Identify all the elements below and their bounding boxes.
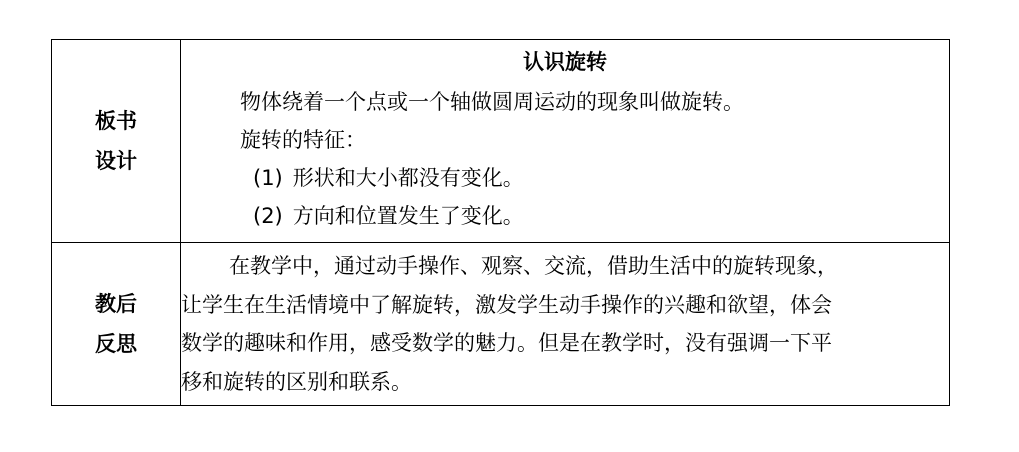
feature-number-2: (2) xyxy=(253,204,283,228)
feature-text-2: 方向和位置发生了变化。 xyxy=(292,204,524,228)
reflection-line-1: 在教学中，通过动手操作、观察、交流，借助生活中的旋转现象， xyxy=(229,254,838,278)
reflection-label xyxy=(52,243,181,406)
board-design-label xyxy=(52,40,181,243)
reflection-row xyxy=(52,243,950,406)
rotation-definition: 物体绕着一个点或一个轴做圆周运动的现象叫做旋转。 xyxy=(240,90,744,114)
feature-item-2 xyxy=(181,197,949,235)
reflection-line-3: 数学的趣味和作用，感受数学的魅力。但是在教学时，没有强调一下平 xyxy=(181,331,832,355)
reflection-line-4: 移和旋转的区别和联系。 xyxy=(181,369,412,394)
feature-text-1: 形状和大小都没有变化。 xyxy=(292,166,524,190)
board-design-content xyxy=(181,40,950,243)
feature-number-1: (1) xyxy=(253,166,283,190)
board-design-row xyxy=(52,40,950,243)
board-title: 认识旋转 xyxy=(523,50,607,74)
feature-item-1 xyxy=(181,159,949,197)
features-heading: 旋转的特征： xyxy=(240,128,366,152)
reflection-label-line-1: 教后 xyxy=(95,292,137,316)
reflection-label-line-2: 反思 xyxy=(95,332,137,356)
board-design-label-line-1: 板书 xyxy=(95,109,137,133)
reflection-content xyxy=(181,243,950,406)
reflection-line-2: 让学生在生活情境中了解旋转，激发学生动手操作的兴趣和欲望，体会 xyxy=(181,292,832,317)
board-design-label-line-2: 设计 xyxy=(95,149,137,173)
lesson-plan-table xyxy=(51,39,950,406)
